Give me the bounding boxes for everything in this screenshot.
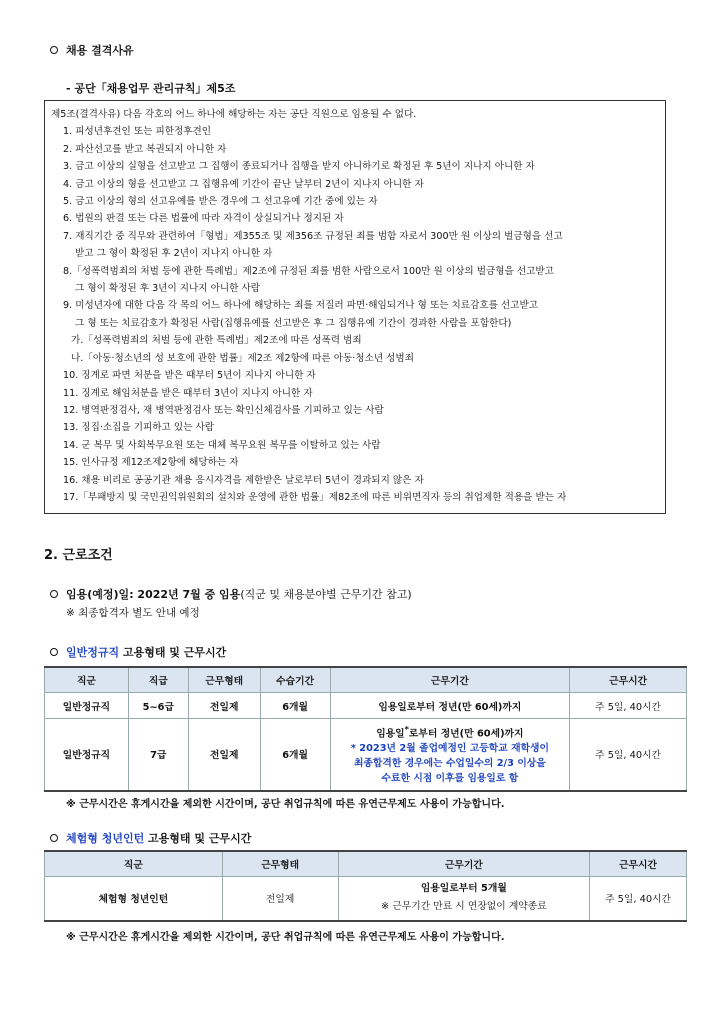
intern-heading xyxy=(50,830,251,846)
start-date-suffix: (직군 및 채용분야별 근무기간 참고) xyxy=(240,588,412,601)
cell-type: 전일제 xyxy=(188,719,260,791)
cell-group: 일반정규직 xyxy=(45,693,129,719)
period-main-rest: 로부터 정년(만 60세)까지 xyxy=(408,728,524,740)
bullet-icon xyxy=(50,834,58,842)
regulation-item: 15. 인사규정 제12조제2항에 해당하는 자 xyxy=(63,457,239,469)
regulation-item: 5. 금고 이상의 형의 선고유예를 받은 경우에 그 선고유예 기간 중에 있는 자 xyxy=(63,196,378,208)
cell-hours: 주 5일, 40시간 xyxy=(570,719,687,791)
bullet-icon xyxy=(50,46,58,54)
cell-hours: 주 5일, 40시간 xyxy=(570,693,687,719)
cell-probation: 6개월 xyxy=(260,719,330,791)
table-header: 수습기간 xyxy=(260,667,330,693)
table-header-row xyxy=(45,851,687,877)
intern-footnote: ※ 근무시간은 휴게시간을 제외한 시간이며, 공단 취업규칙에 따른 유연근무제도 사용이 가능합니다. xyxy=(66,932,505,943)
bullet-icon xyxy=(50,590,58,598)
table-header: 근무기간 xyxy=(330,667,570,693)
regular-heading-rest: 고용형태 및 근무시간 xyxy=(119,646,227,659)
start-date-value: : 2022년 7월 중 임용 xyxy=(129,588,241,601)
regulation-box xyxy=(44,100,666,514)
regular-heading-highlight: 일반정규직 xyxy=(66,646,120,659)
bullet-icon xyxy=(50,648,58,656)
regular-table xyxy=(44,666,687,792)
period-note: 수료한 시점 이후를 임용일로 함 xyxy=(381,773,519,785)
regular-footnote: ※ 근무시간은 휴게시간을 제외한 시간이며, 공단 취업규칙에 따른 유연근무제도 사용이 가능합니다. xyxy=(66,799,505,810)
regulation-item: 6. 법원의 판결 또는 다른 법률에 따라 자격이 상실되거나 정지된 자 xyxy=(63,213,344,225)
regulation-subitem: 나.「아동·청소년의 성 보호에 관한 법률」제2조 제2항에 따른 아동·청소년 성범죄 xyxy=(71,352,414,364)
table-row xyxy=(45,693,687,719)
cell-probation: 6개월 xyxy=(260,693,330,719)
intern-heading-rest: 고용형태 및 근무시간 xyxy=(144,832,252,845)
cell-hours: 주 5일, 40시간 xyxy=(590,877,687,921)
disqualification-heading-text: 채용 결격사유 xyxy=(66,44,134,57)
regulation-item-cont: 그 형 또는 치료감호가 확정된 사람(집행유예를 선고받은 후 그 집행유예 기간이 경과한 사람을 포함한다) xyxy=(75,317,512,329)
start-date-label: 임용(예정)일 xyxy=(66,588,130,601)
cell-period: 임용일로부터 정년(만 60세)까지 xyxy=(330,693,570,719)
intern-table xyxy=(44,850,687,922)
regulation-reference: - 공단「채용업무 관리규칙」제5조 xyxy=(66,82,236,95)
start-date-row xyxy=(50,586,412,602)
table-header: 근무형태 xyxy=(222,851,338,877)
regulation-item: 14. 군 복무 및 사회복무요원 또는 대체 복무요원 복무를 이탈하고 있는 사람 xyxy=(63,439,381,451)
regulation-item: 3. 금고 이상의 실형을 선고받고 그 집행이 종료되거나 집행을 받지 아니하기로 확정된 후 5년이 지나지 아니한 자 xyxy=(63,161,535,173)
table-row xyxy=(45,877,687,921)
cell-group: 일반정규직 xyxy=(45,719,129,791)
regulation-item: 16. 채용 비리로 공공기관 채용 응시자격을 제한받은 날로부터 5년이 경과되지 않은 자 xyxy=(63,474,424,486)
table-header: 근무기간 xyxy=(338,851,590,877)
table-row xyxy=(45,719,687,791)
regulation-item: 17.「부패방지 및 국민권익위원회의 설치와 운영에 관한 법률」제82조에 따른 비위면직자 등의 취업제한 적용을 받는 자 xyxy=(63,491,567,503)
period-note: 최종합격한 경우에는 수업일수의 2/3 이상을 xyxy=(353,758,546,770)
period-main xyxy=(331,722,570,741)
table-header: 직급 xyxy=(128,667,188,693)
table-header: 직군 xyxy=(45,851,223,877)
regulation-item: 11. 징계로 해임처분을 받은 때부터 3년이 지나지 아니한 자 xyxy=(63,387,313,399)
regulation-item: 4. 금고 이상의 형을 선고받고 그 집행유예 기간이 끝난 날부터 2년이 지나지 아니한 자 xyxy=(63,178,424,190)
regulation-item: 2. 파산선고를 받고 복권되지 아니한 자 xyxy=(63,143,227,155)
regulation-item: 12. 병역판정검사, 재 병역판정검사 또는 확인신체검사를 기피하고 있는 사람 xyxy=(63,404,384,416)
cell-type: 전일제 xyxy=(222,877,338,921)
cell-period xyxy=(330,719,570,791)
disqualification-heading xyxy=(50,42,134,58)
period-note: ※ 근무기간 만료 시 연장없이 계약종료 xyxy=(380,901,547,913)
regulation-subitem: 가.「성폭력범죄의 처벌 등에 관한 특례법」제2조에 따른 성폭력 범죄 xyxy=(71,335,362,347)
table-header: 근무시간 xyxy=(570,667,687,693)
regulation-intro: 제5조(결격사유) 다음 각호의 어느 하나에 해당하는 자는 공단 직원으로 임용될 수 없다. xyxy=(51,109,417,120)
table-header-row xyxy=(45,667,687,693)
cell-period xyxy=(338,877,590,921)
table-header: 근무형태 xyxy=(188,667,260,693)
cell-grade: 5~6급 xyxy=(128,693,188,719)
regulation-item-cont: 그 형이 확정된 후 3년이 지나지 아니한 사람 xyxy=(75,283,260,295)
regulation-item: 9. 미성년자에 대한 다음 각 목의 어느 하나에 해당하는 죄를 저질러 파면·해임되거나 형 또는 치료감호를 선고받고 xyxy=(63,300,538,312)
period-note: * 2023년 2월 졸업예정인 고등학교 재학생이 xyxy=(350,743,549,755)
period-main: 임용일로부터 5개월 xyxy=(420,883,507,895)
section-title: 2. 근로조건 xyxy=(44,548,113,563)
period-footnote-mark: * xyxy=(404,724,409,735)
regulation-item-cont: 받고 그 형이 확정된 후 2년이 지나지 아니한 자 xyxy=(75,248,273,260)
regulation-item: 1. 피성년후견인 또는 피한정후견인 xyxy=(63,126,212,138)
period-main-start: 임용일 xyxy=(376,728,405,740)
cell-grade: 7급 xyxy=(128,719,188,791)
table-header: 직군 xyxy=(45,667,129,693)
cell-group: 체험형 청년인턴 xyxy=(45,877,223,921)
regulation-item: 7. 재직기간 중 직무와 관련하여「형법」제355조 및 제356조 규정된 죄를 범함 자로서 300만 원 이상의 벌금형을 선고 xyxy=(63,230,563,242)
start-date-note: ※ 최종합격자 별도 안내 예정 xyxy=(66,607,200,619)
regulation-item: 10. 징계로 파면 처분을 받은 때부터 5년이 지나지 아니한 자 xyxy=(63,370,316,382)
cell-type: 전일제 xyxy=(188,693,260,719)
regulation-item: 13. 징집·소집을 기피하고 있는 사람 xyxy=(63,422,214,434)
table-header: 근무시간 xyxy=(590,851,687,877)
intern-heading-highlight: 체험형 청년인턴 xyxy=(66,832,145,845)
regular-heading xyxy=(50,644,226,660)
regulation-item: 8.「성폭력범죄의 처벌 등에 관한 특례법」제2조에 규정된 죄를 범한 사람으로서 100만 원 이상의 벌금형을 선고받고 xyxy=(63,265,554,277)
